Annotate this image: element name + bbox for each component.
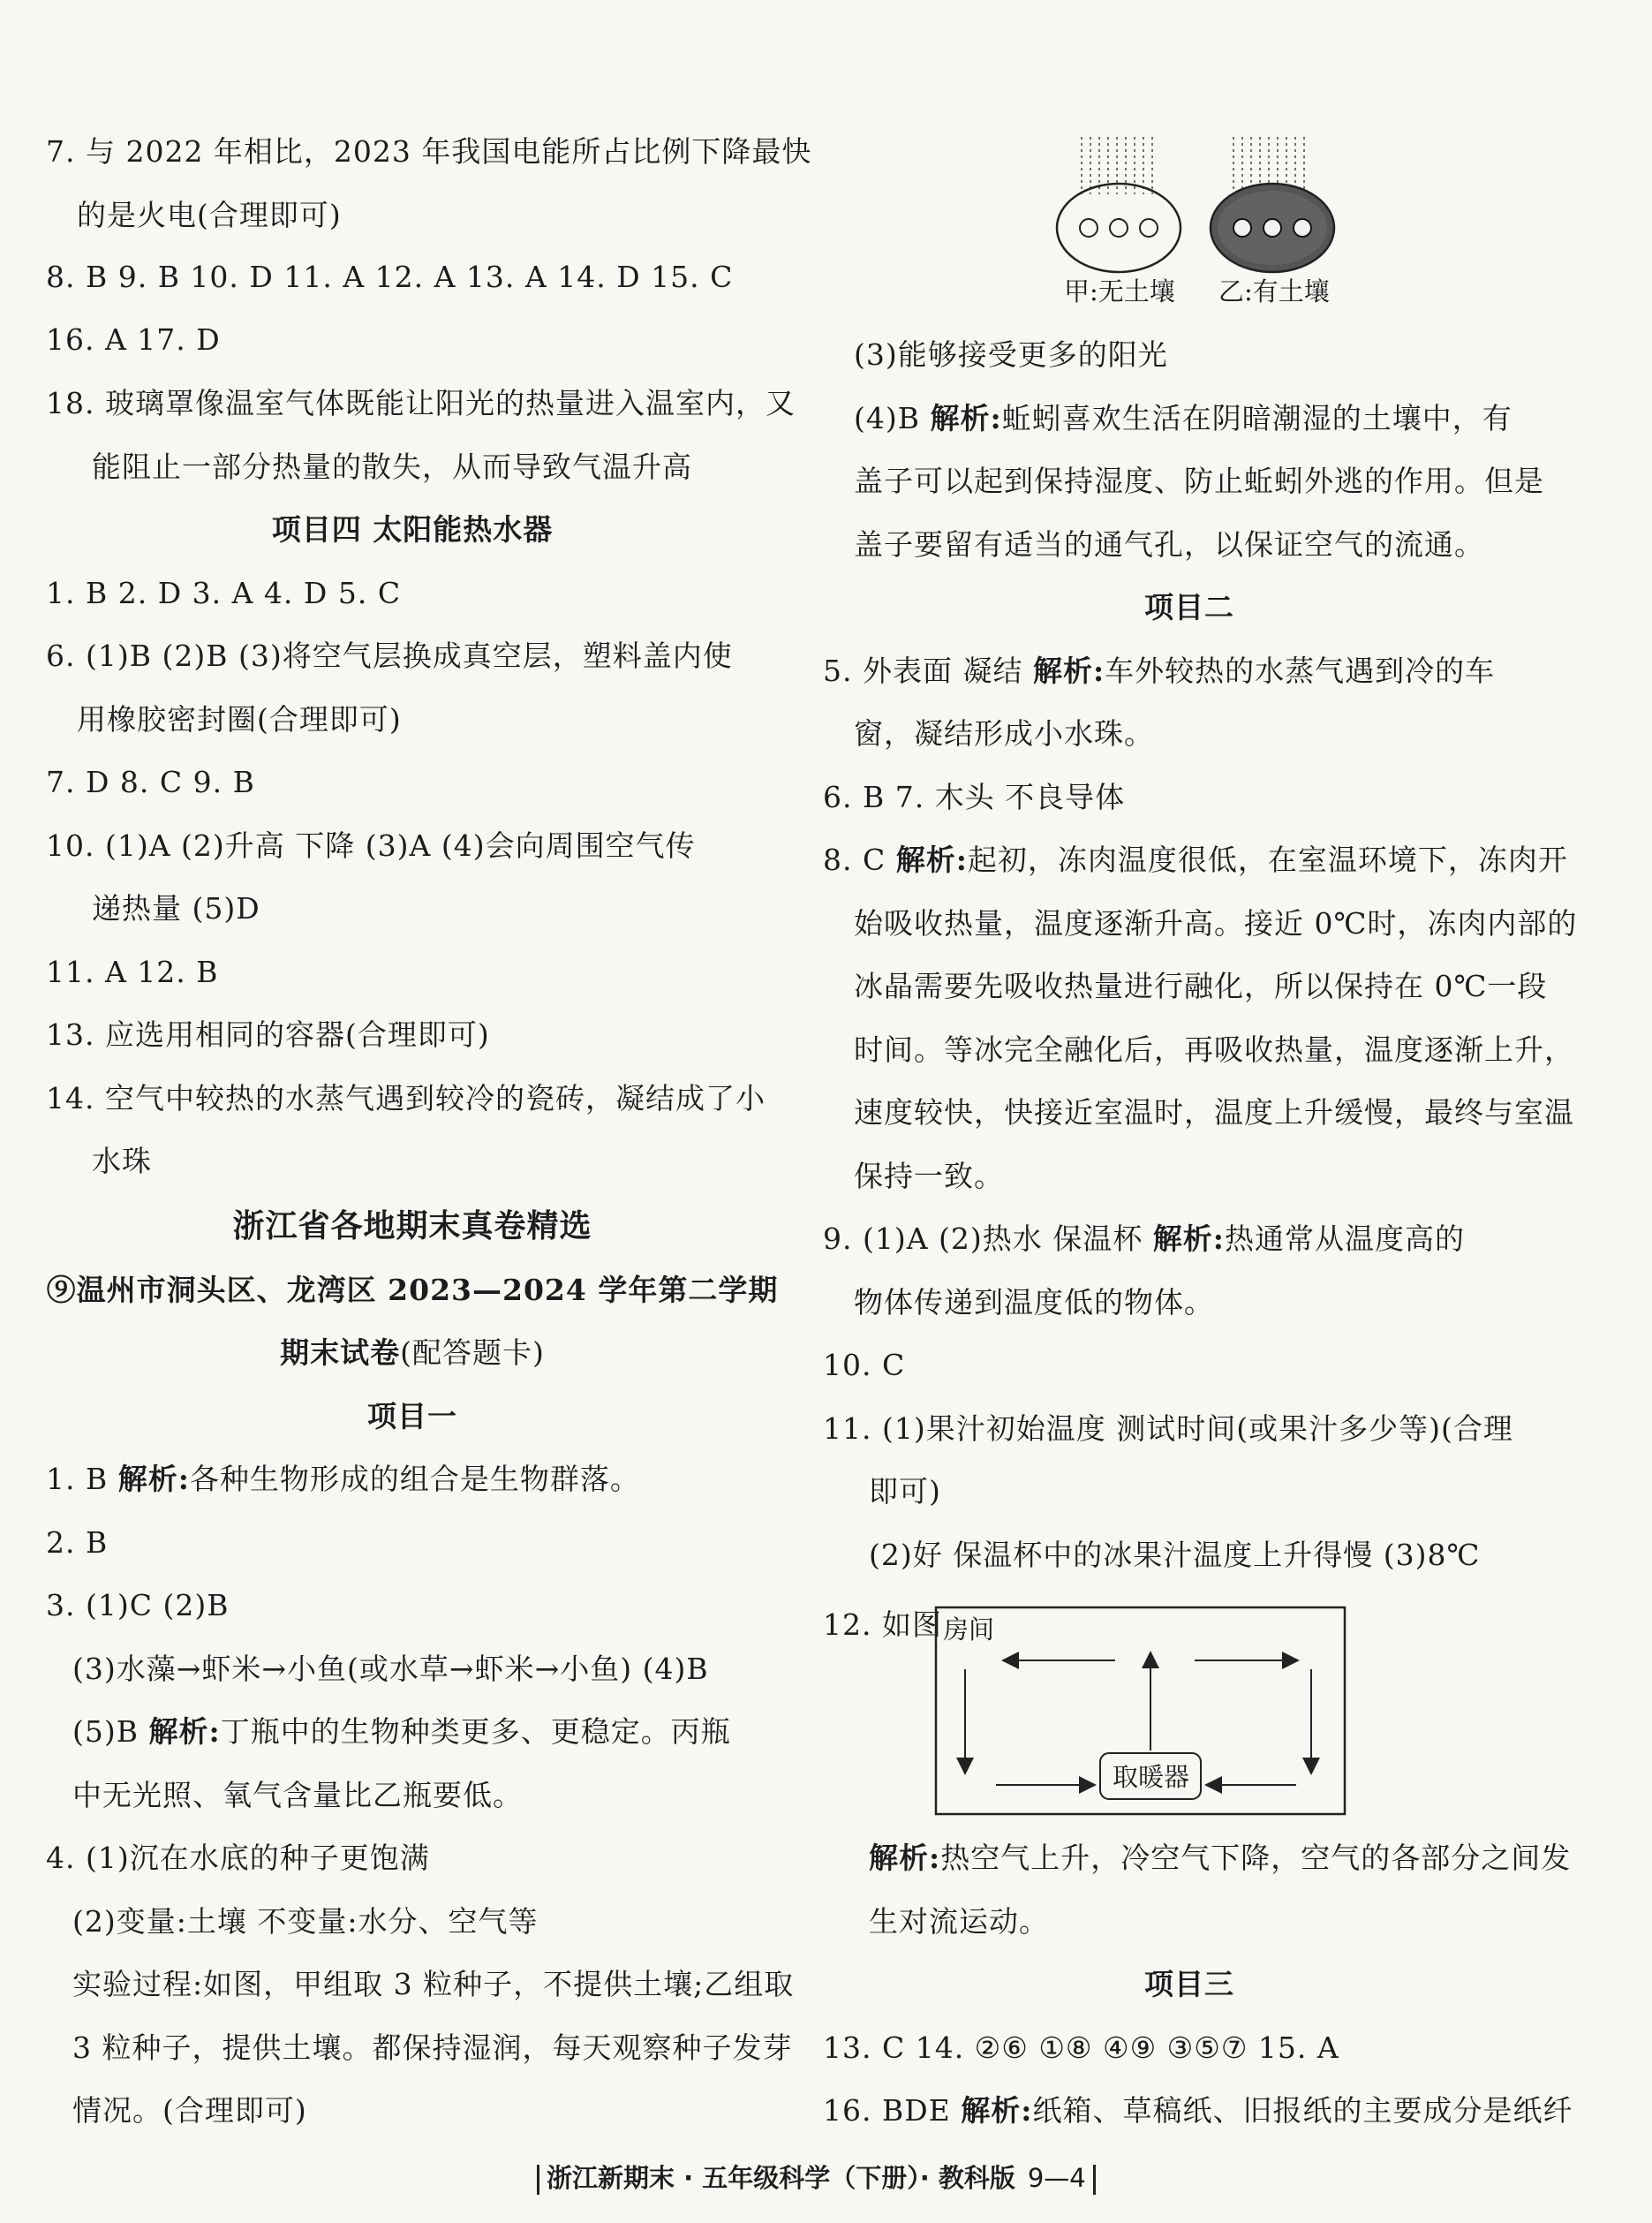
exam-subtitle [46, 1334, 779, 1372]
answer-line: 即可) [869, 1474, 941, 1508]
answer-number: 9. (1)A (2)热水 保温杯 [823, 1221, 1153, 1256]
answer-line: 1. B 2. D 3. A 4. D 5. C [46, 576, 402, 610]
analysis-text: 纸箱、草稿纸、旧报纸的主要成分是纸纤 [1032, 2093, 1573, 2128]
answer-line: 能阻止一部分热量的散失，从而导致气温升高 [92, 450, 692, 484]
answer-line: 8. B 9. B 10. D 11. A 12. A 13. A 14. D 15. C [46, 260, 734, 294]
answer-line: 窗，凝结形成小水珠。 [854, 716, 1154, 751]
answer-line: 7. D 8. C 9. B [46, 765, 255, 799]
answer-line: 4. (1)沉在水底的种子更饱满 [46, 1841, 430, 1875]
label-heater: 取暖器 [1113, 1762, 1190, 1792]
answer-line: 2. B [46, 1525, 109, 1560]
room-convection-figure [934, 1606, 1346, 1816]
answer-line: 10. (1)A (2)升高 下降 (3)A (4)会向周围空气传 [46, 828, 696, 863]
analysis-label: 解析: [117, 1462, 190, 1496]
exam-subtitle-main: 期末试卷 [280, 1335, 401, 1370]
analysis-text: 起初，冻肉温度很低，在室温环境下，冻肉开 [967, 843, 1568, 877]
answer-line [869, 1839, 1571, 1878]
exam-subtitle-note: (配答题卡) [400, 1335, 545, 1370]
dish-no-soil [1057, 184, 1181, 272]
analysis-text: 热空气上升，冷空气下降，空气的各部分之间发 [940, 1841, 1572, 1875]
answer-line: 13. 应选用相同的容器(合理即可) [46, 1017, 490, 1052]
answer-line: 13. C 14. ②⑥ ①⑧ ④⑨ ③⑤⑦ 15. A [823, 2030, 1339, 2065]
section-heading: 项目一 [367, 1399, 457, 1433]
analysis-label: 解析: [148, 1714, 221, 1749]
answer-line: 6. B 7. 木头 不良导体 [823, 780, 1126, 814]
answer-line [823, 652, 1495, 691]
answer-line: (2)变量:土壤 不变量:水分、空气等 [72, 1904, 539, 1939]
answer-line [823, 2091, 1573, 2130]
analysis-label: 解析: [869, 1841, 941, 1875]
answer-number: 5. 外表面 凝结 [823, 654, 1033, 688]
answer-number: 16. BDE [823, 2093, 962, 2128]
page-number: 9—4 [1027, 2163, 1086, 2193]
answer-line: 时间。等冰完全融化后，再吸收热量，温度逐渐上升， [854, 1032, 1574, 1067]
analysis-text: 各种生物形成的组合是生物群落。 [189, 1462, 640, 1496]
page-footer [530, 2160, 1103, 2196]
answer-line: (2)好 保温杯中的冰果汁温度上升得慢 (3)8℃ [869, 1538, 1481, 1572]
footer-divider [1093, 2165, 1096, 2195]
analysis-text: 车外较热的水蒸气遇到冷的车 [1105, 654, 1496, 688]
answer-line: 物体传递到温度低的物体。 [854, 1285, 1214, 1319]
answer-number: (5)B [72, 1714, 149, 1749]
section-heading: 项目三 [1144, 1967, 1234, 2001]
answer-line [72, 1713, 731, 1751]
analysis-label: 解析: [1152, 1221, 1225, 1256]
answer-line [46, 1460, 640, 1499]
answer-line: 盖子可以起到保持湿度、防止蚯蚓外逃的作用。但是 [854, 464, 1544, 498]
exam-title: ⑨温州市洞头区、龙湾区 2023—2024 学年第二学期 [46, 1273, 779, 1307]
answer-line: 始吸收热量，温度逐渐升高。接近 0℃时，冻肉内部的 [854, 906, 1578, 941]
answer-line: 中无光照、氧气含量比乙瓶要低。 [72, 1778, 523, 1812]
label-room: 房间 [943, 1614, 995, 1645]
answer-line [854, 399, 1512, 438]
answer-line: 用橡胶密封圈(合理即可) [77, 702, 402, 737]
answer-line: 保持一致。 [854, 1159, 1004, 1193]
analysis-label: 解析: [961, 2093, 1033, 2128]
analysis-text: 丁瓶中的生物种类更多、更稳定。丙瓶 [220, 1714, 731, 1749]
answer-line: 情况。(合理即可) [72, 2093, 307, 2128]
answer-line: 10. C [823, 1348, 906, 1382]
answer-line: 生对流运动。 [869, 1904, 1049, 1939]
answer-line: 12. 如图 [823, 1607, 942, 1642]
answer-number: (4)B [854, 401, 931, 435]
answer-line [823, 841, 1568, 880]
answer-line [823, 1220, 1465, 1259]
answer-line: 水珠 [92, 1144, 152, 1178]
analysis-text: 蚯蚓喜欢生活在阴暗潮湿的土壤中，有 [1001, 401, 1512, 435]
answer-line: 16. A 17. D [46, 322, 221, 357]
answer-line: 冰晶需要先吸收热量进行融化，所以保持在 0℃一段 [854, 969, 1548, 1003]
answer-number: 8. C [823, 843, 896, 877]
answer-line: 速度较快，快接近室温时，温度上升缓慢，最终与室温 [854, 1095, 1574, 1130]
footer-title: 浙江新期末 · 五年级科学（下册）· 教科版 [547, 2163, 1015, 2193]
answer-line: 的是火电(合理即可) [77, 198, 342, 232]
analysis-label: 解析: [930, 401, 1002, 435]
section-title: 浙江省各地期末真卷精选 [232, 1207, 592, 1244]
answer-line: 11. A 12. B [46, 955, 219, 989]
answer-line: 递热量 (5)D [92, 891, 260, 926]
answer-line: 盖子要留有适当的通气孔，以保证空气的流通。 [854, 527, 1484, 562]
answer-line: 6. (1)B (2)B (3)将空气层换成真空层，塑料盖内使 [46, 639, 733, 673]
analysis-label: 解析: [895, 843, 968, 877]
analysis-label: 解析: [1032, 654, 1105, 688]
footer-divider [537, 2165, 539, 2195]
section-heading: 项目四 太阳能热水器 [271, 512, 554, 547]
seed-experiment-figure [1055, 132, 1373, 314]
answer-line: 14. 空气中较热的水蒸气遇到较冷的瓷砖，凝结成了小 [46, 1081, 766, 1115]
analysis-text: 热通常从温度高的 [1224, 1221, 1465, 1256]
answer-line: 11. (1)果汁初始温度 测试时间(或果汁多少等)(合理 [823, 1411, 1513, 1446]
answer-line: 3. (1)C (2)B [46, 1588, 230, 1622]
answer-number: 1. B [46, 1462, 118, 1496]
answer-line: 3 粒种子，提供土壤。都保持湿润，每天观察种子发芽 [72, 2030, 793, 2065]
answer-line: (3)水藻→虾米→小鱼(或水草→虾米→小鱼) (4)B [72, 1652, 709, 1686]
label-with-soil: 乙:有土壤 [1218, 276, 1330, 306]
answer-line: (3)能够接受更多的阳光 [854, 337, 1168, 372]
answer-line: 7. 与 2022 年相比，2023 年我国电能所占比例下降最快 [46, 134, 812, 169]
answer-line: 18. 玻璃罩像温室气体既能让阳光的热量进入温室内，又 [46, 386, 796, 420]
answer-line: 实验过程:如图，甲组取 3 粒种子，不提供土壤;乙组取 [72, 1967, 795, 2001]
section-heading: 项目二 [1144, 590, 1234, 624]
label-no-soil: 甲:无土壤 [1064, 276, 1175, 306]
